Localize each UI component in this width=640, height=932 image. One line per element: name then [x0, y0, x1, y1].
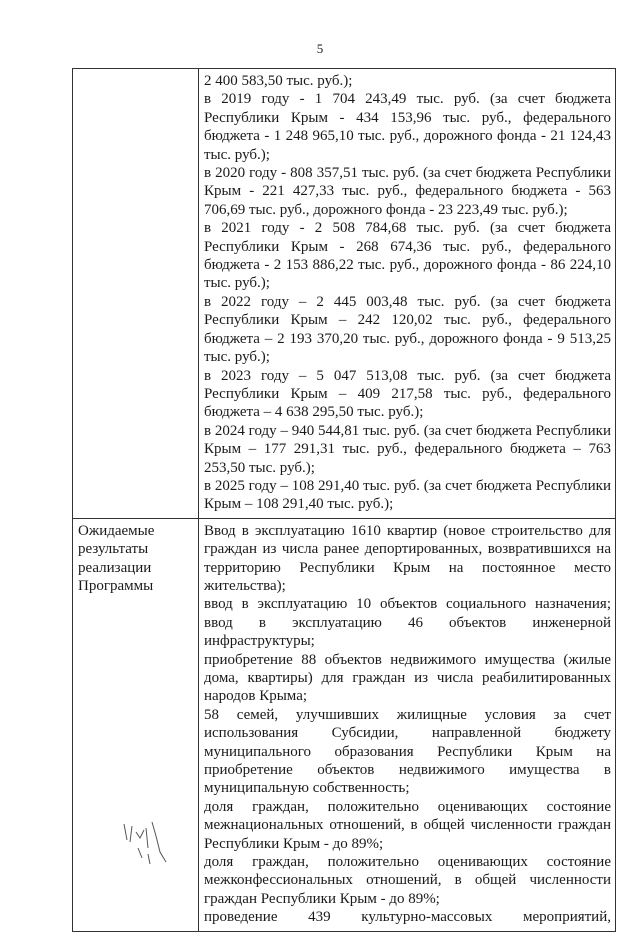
- result-paragraph: доля граждан, положительно оценивающих состояние межконфессиональных отношений, в общей численности граждан Республики Крым - до 89%;: [204, 854, 611, 907]
- result-paragraph: Ввод в эксплуатацию 1610 квартир (новое строительство для граждан из числа ранее депортированных, возвратившихся на территорию Республики Крым на постоянное место жительства);: [204, 522, 611, 594]
- funding-paragraph: в 2021 году - 2 508 784,68 тыс. руб. (за счет бюджета Республики Крым - 268 674,36 тыс. руб., федерального бюджета - 2 153 886,22 тыс. руб., дорожного фонда - 86 224,10 тыс. руб.);: [204, 220, 611, 292]
- result-paragraph: 58 семей, улучшивших жилищные условия за счет использования Субсидии, направленной бюджету муниципального образования Республики Крым на приобретение объектов недвижимого имущества в муниципальную собственность;: [204, 706, 611, 797]
- funding-paragraph: в 2025 году – 108 291,40 тыс. руб. (за счет бюджета Республики Крым – 108 291,40 тыс. руб.);: [204, 477, 611, 513]
- funding-paragraph: в 2020 году - 808 357,51 тыс. руб. (за счет бюджета Республики Крым - 221 427,33 тыс. руб., федерального бюджета - 563 706,69 тыс. руб., дорожного фонда - 23 223,49 тыс. руб.);: [204, 165, 611, 218]
- funding-paragraph: в 2022 году – 2 445 003,48 тыс. руб. (за счет бюджета Республики Крым – 242 120,02 тыс. руб., федерального бюджета – 2 193 370,20 тыс. руб., дорожного фонда - 9 513,25 тыс. руб.);: [204, 293, 611, 366]
- funding-paragraph: в 2024 году – 940 544,81 тыс. руб. (за счет бюджета Республики Крым – 177 291,31 тыс. руб., федерального бюджета – 763 253,50 тыс. руб.);: [204, 422, 611, 476]
- expected-results-content-cell: [199, 518, 616, 931]
- result-paragraph: проведение 439 культурно-массовых мероприятий,: [204, 909, 611, 926]
- result-paragraph: ввод в эксплуатацию 10 объектов социального назначения; ввод в эксплуатацию 46 объектов инженерной инфраструктуры;: [204, 596, 611, 650]
- funding-row: [73, 69, 616, 519]
- result-paragraph: доля граждан, положительно оценивающих состояние межнациональных отношений, в общей численности граждан Республики Крым - до 89%;: [204, 798, 611, 852]
- funding-label-cell: [73, 69, 199, 519]
- result-paragraph: приобретение 88 объектов недвижимого имущества (жилые дома, квартиры) для граждан из числа реабилитированных народов Крыма;: [204, 651, 611, 705]
- funding-paragraph: в 2019 году - 1 704 243,49 тыс. руб. (за счет бюджета Республики Крым - 434 153,96 тыс. руб., федерального бюджета - 1 248 965,10 тыс. руб., дорожного фонда - 21 124,43 тыс. руб.);: [204, 91, 611, 163]
- page-number: 5: [316, 41, 324, 56]
- expected-results-label: Ожидаемые результаты реализации Программы: [73, 518, 199, 931]
- funding-paragraph: 2 400 583,50 тыс. руб.);: [204, 73, 353, 89]
- program-passport-table: [72, 68, 616, 932]
- funding-content-cell: [199, 69, 616, 519]
- funding-paragraph: в 2023 году – 5 047 513,08 тыс. руб. (за счет бюджета Республики Крым – 409 217,58 тыс. руб., федерального бюджета – 4 638 295,50 тыс. руб.);: [204, 367, 611, 421]
- handwritten-mark: [118, 818, 198, 878]
